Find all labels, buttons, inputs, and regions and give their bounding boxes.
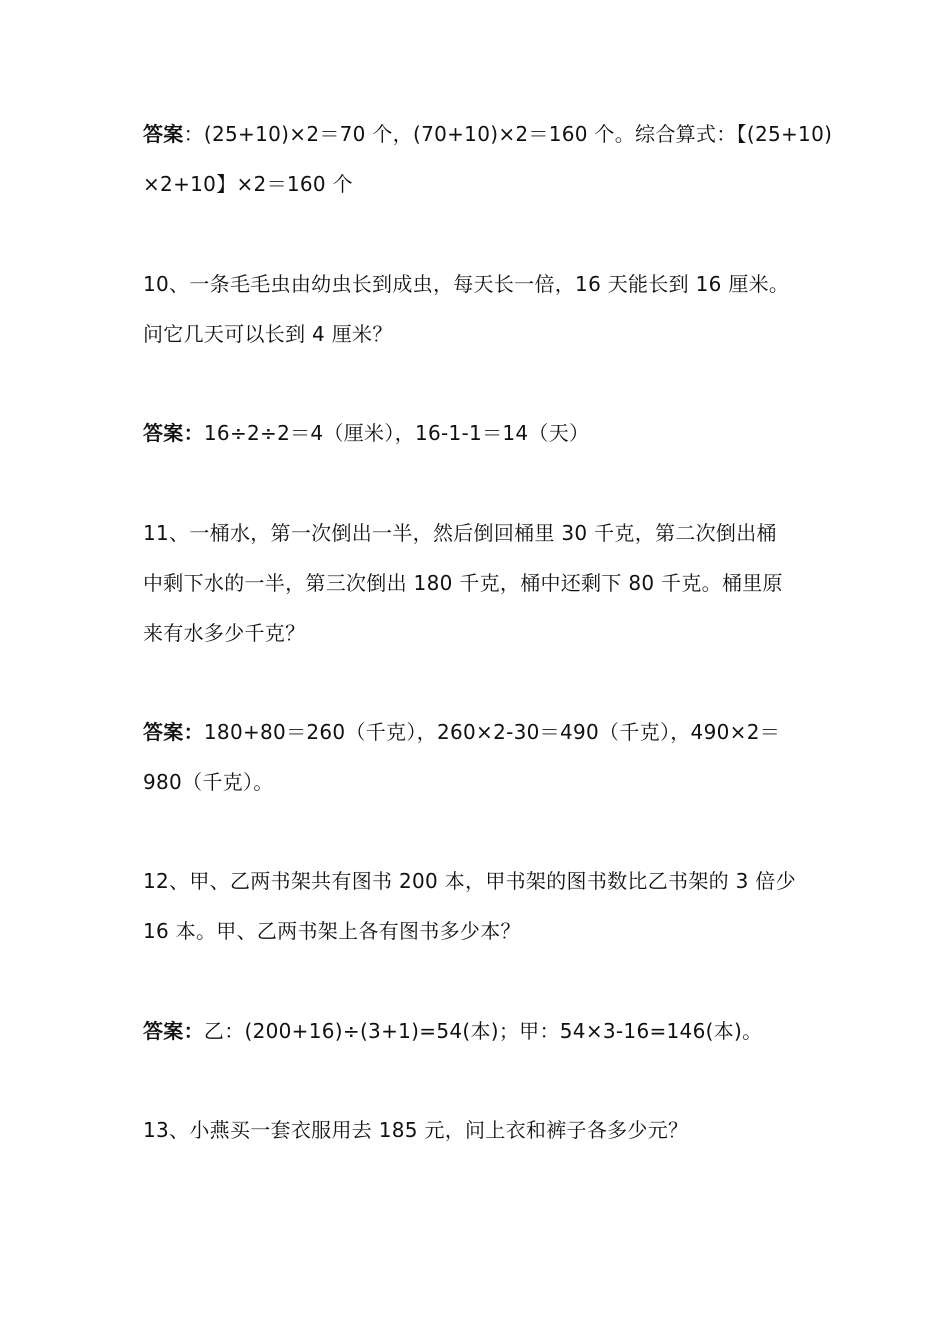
answer-label: 答案：: [143, 421, 204, 445]
question-11-line-3: 来有水多少千克？: [143, 621, 306, 645]
answer-label: 答案: [143, 122, 184, 146]
answer-11-text-1: 180+80＝260（千克），260×2-30＝490（千克），490×2＝: [203, 720, 781, 744]
answer-12-line-1: [143, 1016, 762, 1046]
answer-9-line-2: ×2+10】×2＝160 个: [143, 172, 353, 196]
question-12-line-2: 16 本。甲、乙两书架上各有图书多少本？: [143, 919, 521, 943]
answer-9-line-1: [143, 119, 832, 149]
answer-11-line-2: 980（千克）。: [143, 770, 274, 794]
question-10-line-1: 10、一条毛毛虫由幼虫长到成虫，每天长一倍，16 天能长到 16 厘米。: [143, 272, 790, 296]
answer-label: 答案：: [143, 720, 204, 744]
answer-label: 答案：: [143, 1019, 204, 1043]
question-10-line-2: 问它几天可以长到 4 厘米？: [143, 322, 393, 346]
question-11-line-2: 中剩下水的一半，第三次倒出 180 千克，桶中还剩下 80 千克。桶里原: [143, 571, 783, 595]
answer-10-line-1: [143, 418, 589, 448]
question-13-line-1: 13、小燕买一套衣服用去 185 元，问上衣和裤子各多少元？: [143, 1118, 689, 1142]
question-12-line-1: 12、甲、乙两书架共有图书 200 本，甲书架的图书数比乙书架的 3 倍少: [143, 869, 796, 893]
answer-9-text-1: ：(25+10)×2＝70 个，(70+10)×2＝160 个。综合算式：【(25+10): [183, 122, 833, 146]
answer-11-line-1: [143, 717, 780, 747]
answer-10-text: 16÷2÷2＝4（厘米），16-1-1＝14（天）: [203, 421, 590, 445]
question-11-line-1: 11、一桶水，第一次倒出一半，然后倒回桶里 30 千克，第二次倒出桶: [143, 521, 777, 545]
answer-12-text: 乙：(200+16)÷(3+1)=54(本)；甲：54×3-16=146(本)。: [203, 1019, 763, 1043]
